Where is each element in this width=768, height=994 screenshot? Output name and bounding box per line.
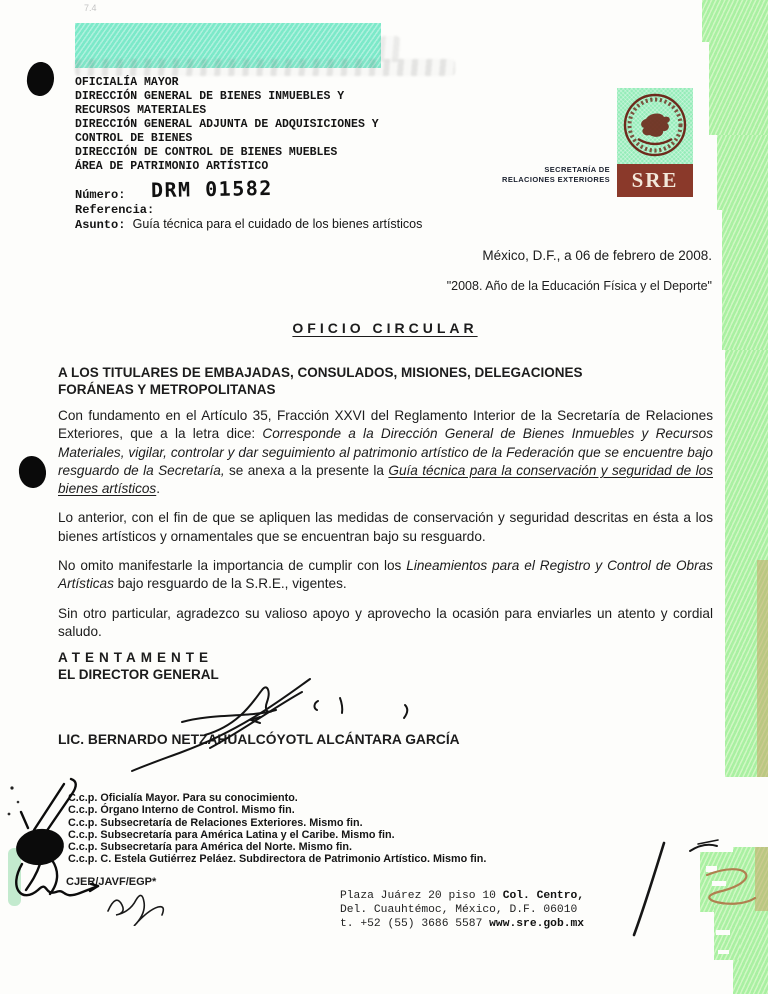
unit-line: DIRECCIÓN GENERAL ADJUNTA DE ADQUISICIONES Y	[75, 118, 379, 131]
patch-notch-4	[718, 950, 729, 954]
ccp-block	[68, 792, 486, 866]
asunto-label: Asunto:	[75, 218, 126, 233]
reference-initials: CJER/JAVF/EGP*	[66, 876, 157, 888]
ccp-line: C.c.p. Subsecretaría para América del Norte. Mismo fin.	[68, 841, 353, 854]
closing-block	[58, 650, 219, 683]
addressee-block	[58, 364, 718, 398]
patch-notch-1	[706, 866, 717, 872]
ccp-line: C.c.p. Subsecretaría de Relaciones Exteriores. Mismo fin.	[68, 816, 363, 829]
handwritten-rubric	[100, 886, 170, 926]
patch-notch-2	[712, 881, 726, 886]
ccp-line: C.c.p. Órgano Interno de Control. Mismo fin.	[68, 804, 295, 817]
agency-line-1: SECRETARÍA DE	[544, 165, 610, 174]
unit-line: DIRECCIÓN GENERAL DE BIENES INMUEBLES Y	[75, 90, 345, 103]
gray-blob-top	[380, 36, 400, 62]
address-line-3: t. +52 (55) 3686 5587 www.sre.gob.mx	[340, 917, 585, 930]
highlighter-strip-right-2	[709, 42, 768, 135]
faint-corner-mark: 7.4	[84, 3, 97, 13]
tan-edge-right	[757, 560, 768, 777]
unit-line: OFICIALÍA MAYOR	[75, 76, 179, 89]
national-seal-icon	[617, 88, 693, 164]
addressee-line-1: A LOS TITULARES DE EMBAJADAS, CONSULADOS, MISIONES, DELEGACIONES	[58, 365, 583, 380]
agency-line-2: RELACIONES EXTERIORES	[502, 174, 610, 184]
atentamente: ATENTAMENTE	[58, 650, 213, 665]
reference-block	[75, 175, 423, 233]
highlighter-strip-right-4	[722, 210, 768, 350]
document-title: OFICIO CIRCULAR	[292, 320, 478, 336]
paragraph-2: Lo anterior, con el fin de que se apliquen las medidas de conservación y seguridad descritas en ésta a los bienes artísticos y ornamentales que se encuentran bajo su resguardo.	[58, 510, 713, 544]
paragraph-4: Sin otro particular, agradezco su valioso apoyo y aprovecho la ocasión para enviarles un atento y cordial saludo.	[58, 605, 713, 639]
dateline: México, D.F., a 06 de febrero de 2008.	[482, 248, 712, 263]
referencia-label: Referencia:	[75, 202, 155, 217]
ccp-line: C.c.p. C. Estela Gutiérrez Peláez. Subdirectora de Patrimonio Artístico. Mismo fin.	[68, 853, 487, 866]
unit-line: ÁREA DE PATRIMONIO ARTÍSTICO	[75, 160, 269, 173]
numero-line	[75, 175, 422, 203]
numero-stamp: DRM 01582	[151, 175, 274, 203]
signer-name: LIC. BERNARDO NETZAHUALCÓYOTL ALCÁNTARA GARCÍA	[58, 732, 460, 747]
patch-notch-3	[716, 930, 730, 935]
unit-line: DIRECCIÓN DE CONTROL DE BIENES MUEBLES	[75, 146, 338, 159]
asunto-line	[75, 217, 422, 233]
ccp-line: C.c.p. Oficialía Mayor. Para su conocimiento.	[68, 792, 298, 804]
ink-dot-mid-left	[17, 455, 47, 490]
unit-line: RECURSOS MATERIALES	[75, 104, 207, 117]
letterhead-unit-block	[75, 76, 379, 174]
paragraph-3: No omito manifestarle la importancia de cumplir con los Lineamientos para el Registro y Control de Obras Artísticas bajo resguardo de la S.R.E., vigentes.	[58, 558, 713, 592]
eagle-seal-icon	[617, 88, 693, 164]
sre-logo	[617, 88, 693, 197]
highlighter-strip-right-1	[702, 0, 768, 42]
signer-role: EL DIRECTOR GENERAL	[58, 666, 219, 682]
paragraph-1: Con fundamento en el Artículo 35, Fracción XXVI del Reglamento Interior de la Secretaría de Relaciones Exteriores, que a la letra dice: Corresponde a la Dirección General de Bienes Inmuebles y Recursos Materiales, vigilar, controlar y dar seguimiento al patrimonio artístico de la Federación que se encuentre bajo resguardo de la Secretaría, se anexa a la presente la Guía técnica para la conservación y seguridad de los bienes artísticos.	[58, 408, 713, 497]
highlighter-strip-right-3	[717, 135, 768, 210]
year-legend: "2008. Año de la Educación Física y el Deporte"	[446, 279, 712, 293]
numero-label: Número:	[75, 188, 126, 202]
tan-edge-bottom	[755, 847, 768, 911]
address-footer	[340, 890, 584, 931]
sre-acronym: SRE	[631, 168, 679, 192]
gray-smudge-top	[75, 59, 455, 76]
sre-acronym-box	[617, 164, 693, 197]
letter-body	[58, 407, 713, 652]
address-line-2: Del. Cuauhtémoc, México, D.F. 06010	[340, 903, 578, 916]
unit-line: CONTROL DE BIENES	[75, 132, 193, 145]
addressee-line-2: FORÁNEAS Y METROPOLITANAS	[58, 382, 276, 397]
website-url: www.sre.gob.mx	[489, 917, 585, 930]
ink-dot-top-left	[25, 60, 56, 97]
asunto-value: Guía técnica para el cuidado de los bienes artísticos	[132, 217, 423, 232]
ccp-line: C.c.p. Subsecretaría para América Latina y el Caribe. Mismo fin.	[68, 828, 395, 841]
agency-name	[440, 165, 610, 184]
address-line-1: Plaza Juárez 20 piso 10 Col. Centro,	[340, 890, 585, 902]
